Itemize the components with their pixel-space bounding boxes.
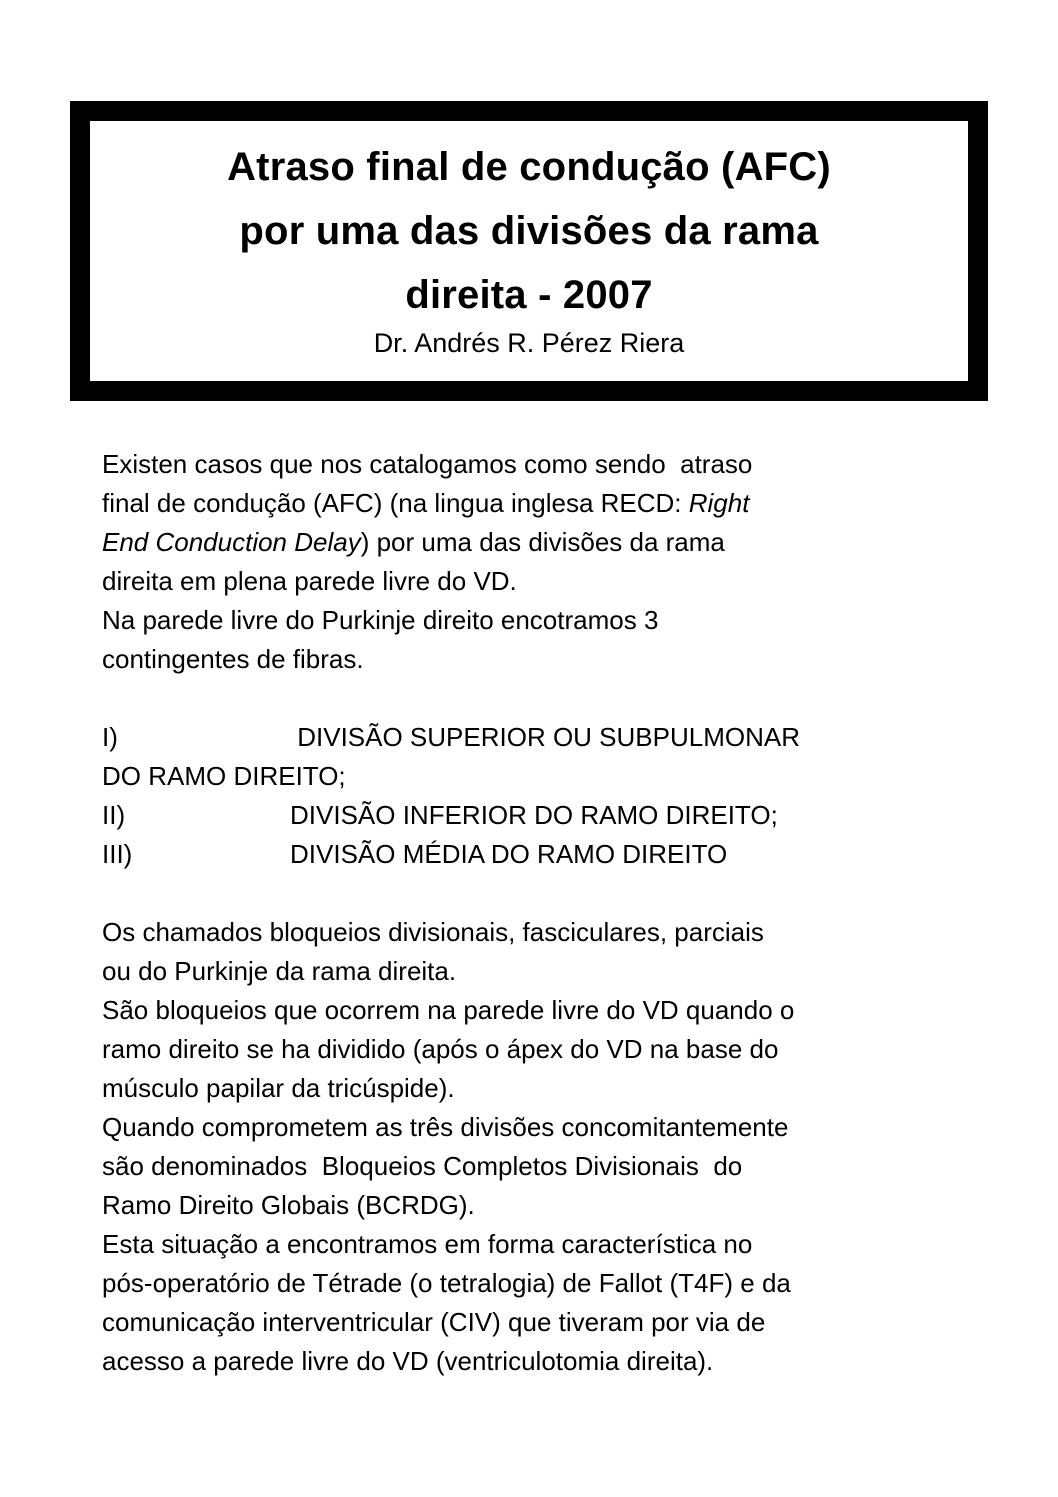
text-line: São bloqueios que ocorrem na parede livre do VD quando o (102, 995, 795, 1025)
text-line: Quando comprometem as três divisões concomitantemente (102, 1112, 789, 1142)
list-text: DIVISÃO INFERIOR DO RAMO DIREITO; (290, 800, 778, 830)
text-line: comunicação interventricular (CIV) que tiveram por via de (102, 1307, 766, 1337)
author: Dr. Andrés R. Pérez Riera (373, 328, 685, 358)
text-line: Ramo Direito Globais (BCRDG). (102, 1190, 475, 1220)
spacer (102, 679, 1002, 718)
text-segment: final de condução (AFC) (na lingua inglesa RECD: (102, 488, 689, 518)
document-body (102, 445, 1002, 1381)
text-line: músculo papilar da tricúspide). (102, 1073, 455, 1103)
text-line: ramo direito se ha dividido (após o ápex do VD na base do (102, 1034, 779, 1064)
english-term: Right (688, 488, 750, 518)
list-text: DIVISÃO SUPERIOR OU SUBPULMONAR (290, 722, 800, 752)
text-line: Os chamados bloqueios divisionais, fasciculares, parciais (102, 917, 764, 947)
text-line: Na parede livre do Purkinje direito encotramos 3 (102, 605, 659, 635)
text-line (102, 523, 1002, 562)
spacer (102, 874, 1002, 913)
text-line: acesso a parede livre do VD (ventriculotomia direita). (102, 1346, 714, 1376)
english-term: End Conduction Delay (102, 527, 361, 557)
title-line: direita - 2007 (405, 273, 653, 317)
list-number: III) (102, 839, 133, 869)
title-box (70, 101, 988, 401)
title-line: por uma das divisões da rama (239, 209, 819, 253)
text-line: pós-operatório de Tétrade (o tetralogia) de Fallot (T4F) e da (102, 1268, 791, 1298)
division-list (102, 718, 1002, 874)
list-number: I) (102, 722, 118, 752)
list-item (102, 796, 1002, 835)
text-line: contingentes de fibras. (102, 644, 364, 674)
text-line: são denominados Bloqueios Completos Divisionais do (102, 1151, 743, 1181)
text-line: direita em plena parede livre do VD. (102, 566, 517, 596)
title-line: Atraso final de condução (AFC) (227, 145, 831, 189)
text-segment: ) por uma das divisões da rama (360, 527, 725, 557)
document-title (90, 121, 968, 327)
text-line: Esta situação a encontramos em forma característica no (102, 1229, 753, 1259)
text-line: Existen casos que nos catalogamos como sendo atraso (102, 449, 753, 479)
list-number: II) (102, 800, 126, 830)
intro-paragraph (102, 445, 1002, 679)
list-item (102, 718, 1002, 757)
list-text: DO RAMO DIREITO; (102, 761, 346, 791)
text-line: ou do Purkinje da rama direita. (102, 956, 457, 986)
list-text: DIVISÃO MÉDIA DO RAMO DIREITO (290, 839, 728, 869)
list-item (102, 835, 1002, 874)
list-item-continuation (102, 757, 1002, 796)
text-line (102, 484, 1002, 523)
main-paragraph (102, 913, 1002, 1381)
